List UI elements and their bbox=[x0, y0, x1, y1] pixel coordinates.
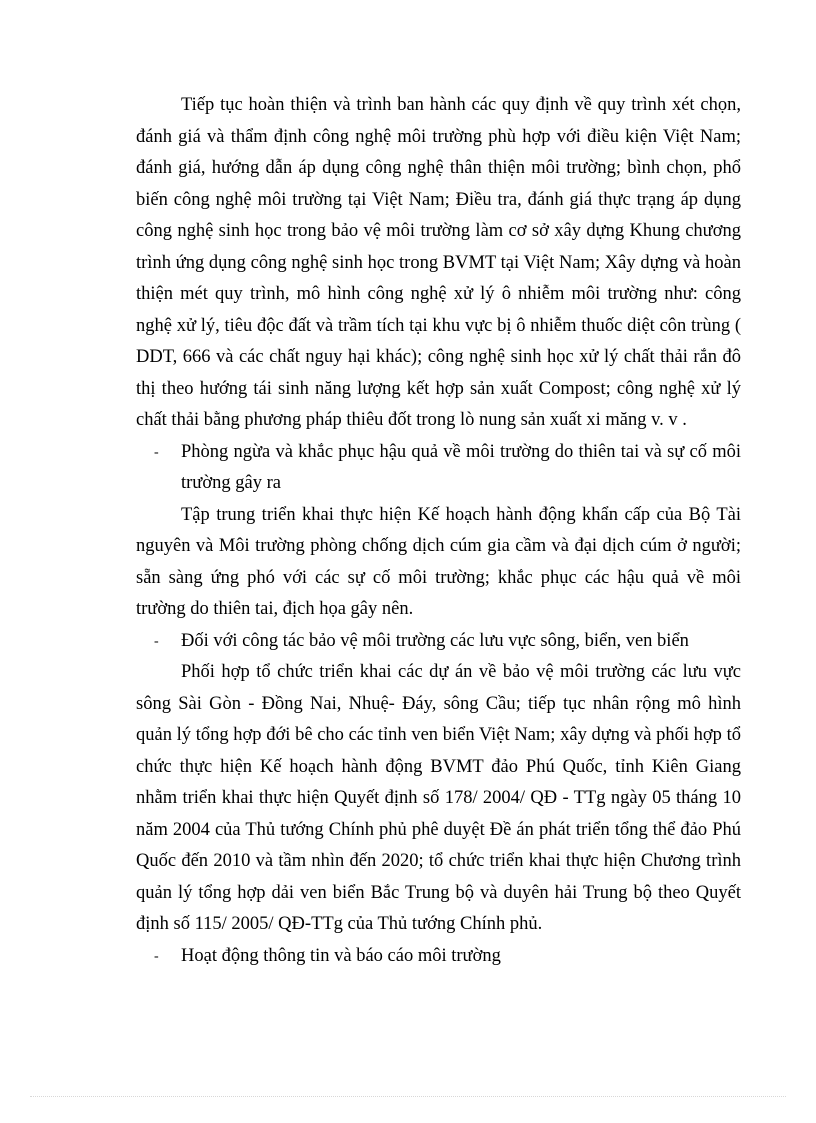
page-bottom-divider bbox=[30, 1096, 786, 1097]
bullet-text: Phòng ngừa và khắc phục hậu quả về môi trường do thiên tai và sự cố môi trường gây ra bbox=[181, 441, 741, 493]
bullet-marker: - bbox=[154, 633, 159, 649]
bullet-text: Hoạt động thông tin và báo cáo môi trường bbox=[181, 945, 501, 966]
paragraph-emergency-plan: Tập trung triển khai thực hiện Kế hoạch hành động khẩn cấp của Bộ Tài nguyên và Môi trường phòng chống dịch cúm gia cầm và đại dịch cúm ở người; sẵn sàng ứng phó với các sự cố môi trường; khắc phục các hậu quả về môi trường do thiên tai, địch họa gây nên. bbox=[136, 504, 741, 619]
bullet-river-basin-protection bbox=[136, 626, 741, 658]
paragraph-technology: Tiếp tục hoàn thiện và trình ban hành các quy định về quy trình xét chọn, đánh giá và thẩm định công nghệ môi trường phù hợp với điều kiện Việt Nam; đánh giá, hướng dẫn áp dụng công nghệ thân thiện môi trường; bình chọn, phổ biến công nghệ môi trường tại Việt Nam; Điều tra, đánh giá thực trạng áp dụng công nghệ sinh học trong bảo vệ môi trường làm cơ sở xây dựng Khung chương trình ứng dụng công nghệ sinh học trong BVMT tại Việt Nam; Xây dựng và hoàn thiện mét quy trình, mô hình công nghệ xử lý ô nhiễm môi trường như: công nghệ xử lý, tiêu độc đất và trầm tích tại khu vực bị ô nhiễm thuốc diệt côn trùng ( DDT, 666 và các chất nguy hại khác); công nghệ sinh học xử lý chất thải rắn đô thị theo hướng tái sinh năng lượng kết hợp sản xuất Compost; công nghệ xử lý chất thải bằng phương pháp thiêu đốt trong lò nung sản xuất xi măng v. v . bbox=[136, 95, 741, 430]
document-page bbox=[136, 90, 741, 972]
paragraph-river-basin-projects: Phối hợp tổ chức triển khai các dự án về bảo vệ môi trường các lưu vực sông Sài Gòn - Đồng Nai, Nhuệ- Đáy, sông Cầu; tiếp tục nhân rộng mô hình quản lý tổng hợp đới bê cho các tỉnh ven biển Việt Nam; xây dựng và phối hợp tổ chức thực hiện Kế hoạch hành động BVMT đảo Phú Quốc, tỉnh Kiên Giang nhằm triển khai thực hiện Quyết định số 178/ 2004/ QĐ - TTg ngày 05 tháng 10 năm 2004 của Thủ tướng Chính phủ phê duyệt Đề án phát triển tổng thể đảo Phú Quốc đến 2010 và tầm nhìn đến 2020; tổ chức triển khai thực hiện Chương trình quản lý tổng hợp dải ven biển Bắc Trung bộ và duyên hải Trung bộ theo Quyết định số 115/ 2005/ QĐ-TTg của Thủ tướng Chính phủ. bbox=[136, 662, 741, 934]
bullet-information-reporting bbox=[136, 941, 741, 973]
bullet-disaster-prevention bbox=[136, 437, 741, 500]
bullet-marker: - bbox=[154, 444, 159, 460]
bullet-marker: - bbox=[154, 948, 159, 964]
bullet-text: Đối với công tác bảo vệ môi trường các lưu vực sông, biển, ven biển bbox=[181, 630, 689, 651]
